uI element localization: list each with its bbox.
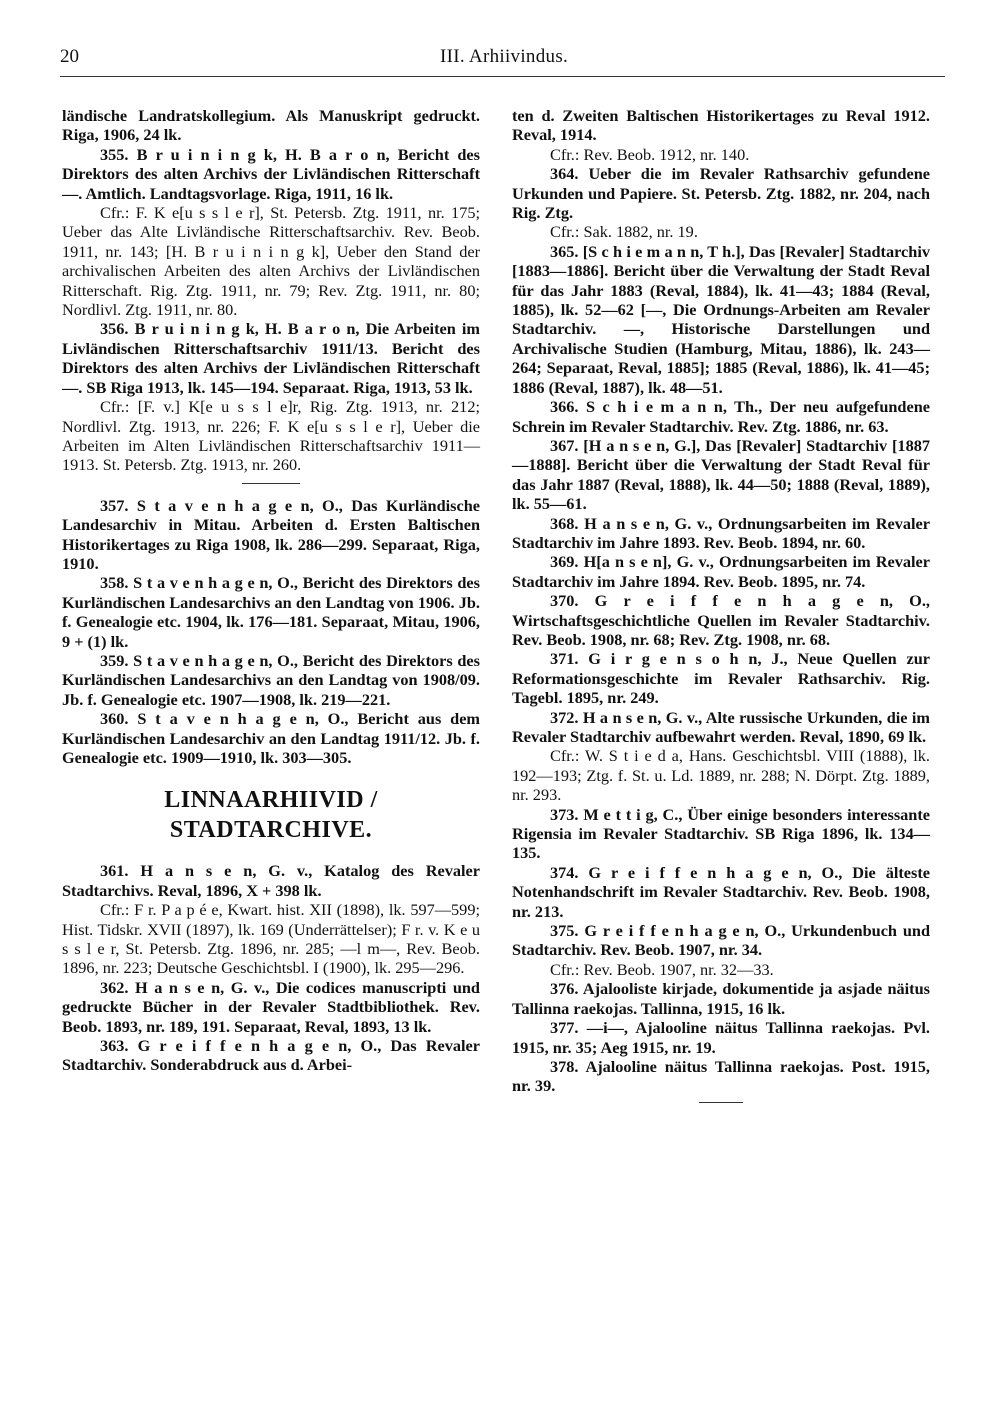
cfr-note: Cfr.: F. K e[u s s l e r], St. Petersb. Ztg. 1911, nr. 175; Ueber das Alte Livländische Ritterschaftsarchiv. Rev. Beob. 1911, nr. 143; [H. B r u i n i n g k], Ueber den Stand der archivalischen Arbeiten des alten Archivs der Livländischen Ritterschaft. Rig. Ztg. 1911, nr. 79; Rev. Ztg. 1911, nr. 80; Nordlivl. Ztg. 1911, nr. 80. (62, 203, 480, 320)
bibliography-entry: 362. H a n s e n, G. v., Die codices manuscripti und gedruckte Bücher in der Revaler Stadtbibliothek. Rev. Beob. 1893, nr. 189, 191. Separaat, Reval, 1893, 13 lk. (62, 977, 480, 1036)
left-column (62, 106, 480, 1075)
separator-rule (242, 483, 300, 484)
cfr-note: Cfr.: Rev. Beob. 1912, nr. 140. (550, 144, 750, 164)
running-title: III. Arhiivindus. (440, 46, 569, 67)
bibliography-entry: 360. S t a v e n h a g e n, O., Bericht aus dem Kurländischen Landesarchiv an den Landtag 1911/12. Jb. f. Genealogie etc. 1909—1910, lk. 303—305. (62, 709, 480, 767)
bibliography-entry: ländische Landratskollegium. Als Manuskript gedruckt. Riga, 1906, 24 lk. (62, 106, 480, 145)
bibliography-entry: 375. G r e i f f e n h a g e n, O., Urkundenbuch und Stadtarchiv. Rev. Beob. 1907, nr. 34. (512, 921, 930, 960)
bibliography-entry: 361. H a n s e n, G. v., Katalog des Revaler Stadtarchivs. Reval, 1896, X + 398 lk. (62, 861, 480, 900)
bibliography-entry: 357. S t a v e n h a g e n, O., Das Kurländische Landesarchiv in Mitau. Arbeiten d. Ersten Baltischen Historikertages zu Riga 1908, lk. 286—299. Separaat, Riga, 1910. (62, 495, 480, 573)
bibliography-entry: 355. B r u i n i n g k, H. B a r o n, Bericht des Direktors des alten Archivs der Livländischen Ritterschaft —. Amtlich. Landtagsvorlage. Riga, 1911, 16 lk. (62, 144, 480, 203)
bibliography-entry: 369. H[a n s e n], G. v., Ordnungsarbeiten im Revaler Stadtarchiv im Jahre 1894. Rev. Beob. 1895, nr. 74. (512, 552, 930, 591)
bibliography-entry: 363. G r e i f f e n h a g e n, O., Das Revaler Stadtarchiv. Sonderabdruck aus d. Arbei- (62, 1036, 480, 1075)
cfr-note: Cfr.: [F. v.] K[e u s s l e]r, Rig. Ztg. 1913, nr. 212; Nordlivl. Ztg. 1913, nr. 226; F. K e[u s s l e r], Ueber die Arbeiten im Alten Livländischen Ritterschaftsarchiv 1911—1913. St. Petersb. Ztg. 1913, nr. 260. (62, 397, 480, 475)
bibliography-entry: 373. M e t t i g, C., Über einige besonders interessante Rigensia im Revaler Stadtarchiv. SB Riga 1896, lk. 134—135. (512, 804, 930, 863)
bibliography-entry: 370. G r e i f f e n h a g e n, O., Wirtschaftsgeschichtliche Quellen im Revaler Stadtarchiv. Rev. Beob. 1908, nr. 68; Rev. Ztg. 1908, nr. 68. (512, 591, 930, 649)
cfr-note: Cfr.: Sak. 1882, nr. 19. (550, 222, 698, 242)
bibliography-entry: 356. B r u i n i n g k, H. B a r o n, Die Arbeiten im Livländischen Ritterschaftsarchiv 1911/13. Bericht des Direktors des alten Archivs der Livländischen Ritterschaft —. SB Riga 1913, lk. 145—194. Separaat. Riga, 1913, 53 lk. (62, 319, 480, 397)
page-number: 20 (60, 46, 79, 67)
section-heading: LINNAARHIIVID / STADTARCHIVE. (164, 787, 378, 844)
end-rule (699, 1102, 743, 1103)
cfr-note: Cfr.: W. S t i e d a, Hans. Geschichtsbl. VIII (1888), lk. 192—193; Ztg. f. St. u. Ld. 1889, nr. 288; N. Dörpt. Ztg. 1889, nr. 293. (512, 746, 930, 805)
bibliography-entry: 372. H a n s e n, G. v., Alte russische Urkunden, die im Revaler Stadtarchiv aufbewahrt werden. Reval, 1890, 69 lk. (512, 707, 930, 746)
bibliography-entry: 378. Ajalooline näitus Tallinna raekojas. Post. 1915, nr. 39. (512, 1056, 930, 1096)
bibliography-entry: 374. G r e i f f e n h a g e n, O., Die älteste Notenhandschrift im Revaler Stadtarchiv. Rev. Beob. 1908, nr. 213. (512, 862, 930, 921)
bibliography-entry: 358. S t a v e n h a g e n, O., Bericht des Direktors des Kurländischen Landesarchivs an den Landtag von 1906. Jb. f. Genealogie etc. 1904, lk. 176—181. Separaat, Mitau, 1906, 9 + (1) lk. (62, 573, 480, 651)
right-column (512, 106, 930, 1103)
bibliography-entry: 377. —i—, Ajalooline näitus Tallinna raekojas. Pvl. 1915, nr. 35; Aeg 1915, nr. 19. (512, 1018, 930, 1057)
bibliography-entry: 365. [S c h i e m a n n, T h.], Das [Revaler] Stadtarchiv [1883—1886]. Bericht über die Verwaltung der Stadt Reval für das Jahr 1883 (Reval, 1884), lk. 41—43; 1884 (Reval, 1885), lk. 52—62 [—, Die Ordnungs-Arbeiten am Revaler Stadtarchiv. —, Historische Darstellungen und Archivalische Studien (Hamburg, Mitau, 1886), lk. 243—264; Separaat, Reval, 1885]; 1885 (Reval, 1886), lk. 41—45; 1886 (Reval, 1887), lk. 48—51. (512, 241, 930, 397)
cfr-note: Cfr.: F r. P a p é e, Kwart. hist. XII (1898), lk. 597—599; Hist. Tidskr. XVII (1897), lk. 169 (Underrättelser); F r. v. K e u s s l e r, St. Petersb. Ztg. 1896, nr. 285; —l m—, Rev. Beob. 1896, nr. 223; Deutsche Geschichtsbl. I (1900), lk. 295—296. (62, 900, 480, 978)
bibliography-entry: 364. Ueber die im Revaler Rathsarchiv gefundene Urkunden und Papiere. St. Petersb. Ztg. 1882, nr. 204, nach Rig. Ztg. (512, 164, 930, 223)
bibliography-entry: 371. G i r g e n s o h n, J., Neue Quellen zur Reformationsgeschichte im Revaler Rathsarchiv. Rig. Tagebl. 1895, nr. 249. (512, 649, 930, 708)
cfr-note: Cfr.: Rev. Beob. 1907, nr. 32—33. (550, 959, 774, 979)
bibliography-entry: 376. Ajalooliste kirjade, dokumentide ja asjade näitus Tallinna raekojas. Tallinna, 1915, 16 lk. (512, 979, 930, 1018)
page-header (60, 46, 945, 80)
header-rule (60, 76, 945, 77)
bibliography-entry: 359. S t a v e n h a g e n, O., Bericht des Direktors des Kurländischen Landesarchivs an den Landtag von 1908/09. Jb. f. Genealogie etc. 1907—1908, lk. 219—221. (62, 650, 480, 709)
bibliography-entry: 367. [H a n s e n, G.], Das [Revaler] Stadtarchiv [1887—1888]. Bericht über die Verwaltung der Stadt Reval für das Jahr 1887 (Reval, 1888), lk. 44—50; 1888 (Reval, 1889), lk. 55—61. (512, 435, 930, 514)
bibliography-entry: ten d. Zweiten Baltischen Historikertages zu Reval 1912. Reval, 1914. (512, 106, 930, 145)
bibliography-entry: 368. H a n s e n, G. v., Ordnungsarbeiten im Revaler Stadtarchiv im Jahre 1893. Rev. Beob. 1894, nr. 60. (512, 513, 930, 552)
bibliography-entry: 366. S c h i e m a n n, Th., Der neu aufgefundene Schrein im Revaler Stadtarchiv. Rev. Ztg. 1886, nr. 63. (512, 397, 930, 436)
